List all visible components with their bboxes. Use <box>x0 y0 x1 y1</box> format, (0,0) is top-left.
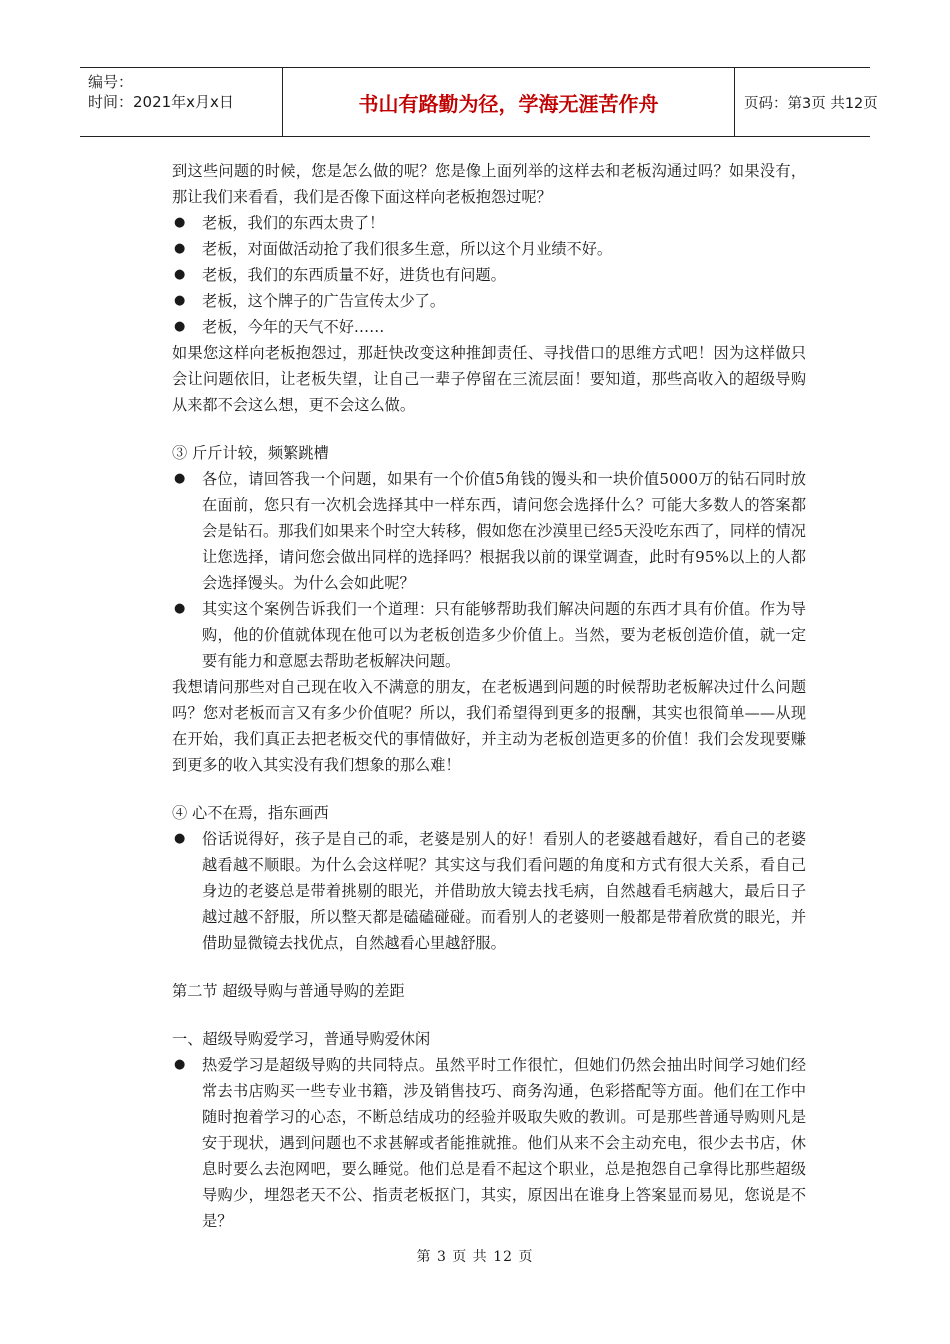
list-item: ● 老板，我们的东西质量不好，进货也有问题。 <box>172 262 806 288</box>
list-item: ● 热爱学习是超级导购的共同特点。虽然平时工作很忙，但她们仍然会抽出时间学习她们经常去书店购买一些专业书籍，涉及销售技巧、商务沟通，色彩搭配等方面。他们在工作中随时抱着学习的心态，不断总结成功的经验并吸取失败的教训。可是那些普通导购则凡是安于现状，遇到问题也不求甚解或者能推就推。他们从来不会主动充电，很少去书店，休息时要么去泡网吧，要么睡觉。他们总是看不起这个职业，总是抱怨自己拿得比那些超级导购少，埋怨老天不公、指责老板抠门，其实，原因出在谁身上答案显而易见，您说是不是？ <box>172 1052 806 1234</box>
subheading: 一、超级导购爱学习，普通导购爱休闲 <box>172 1030 431 1048</box>
bullet-icon: ● <box>174 601 186 616</box>
list-item: ● 老板，这个牌子的广告宣传太少了。 <box>172 288 806 314</box>
page-footer: 第 3 页 共 12 页 <box>416 1249 534 1265</box>
bullet-icon: ● <box>174 831 186 846</box>
bullet-icon: ● <box>174 1057 186 1072</box>
section-title: 第二节 超级导购与普通导购的差距 <box>172 982 405 1000</box>
list-item: ● 老板，我们的东西太贵了！ <box>172 210 806 236</box>
list-item: ● 老板，对面做活动抢了我们很多生意，所以这个月业绩不好。 <box>172 236 806 262</box>
document-date-label: 时间：2021年x月x日 <box>88 93 234 111</box>
bullet-icon: ● <box>174 215 186 230</box>
paragraph: 到这些问题的时候，您是怎么做的呢？您是像上面列举的这样去和老板沟通过吗？如果没有，那让我们来看看，我们是否像下面这样向老板抱怨过呢？ <box>172 162 806 206</box>
page-header <box>80 67 878 137</box>
paragraph: 如果您这样向老板抱怨过，那赶快改变这种推卸责任、寻找借口的思维方式吧！因为这样做只会让问题依旧，让老板失望，让自己一辈子停留在三流层面！要知道，那些高收入的超级导购从来都不会这么想，更不会这么做。 <box>172 344 806 414</box>
list-item: ● 俗话说得好，孩子是自己的乖，老婆是别人的好！看别人的老婆越看越好，看自己的老婆越看越不顺眼。为什么会这样呢？其实这与我们看问题的角度和方式有很大关系，看自己身边的老婆总是带着挑剔的眼光，并借助放大镜去找毛病，自然越看毛病越大，最后日子越过越不舒服，所以整天都是磕磕碰碰。而看别人的老婆则一般都是带着欣赏的眼光，并借助显微镜去找优点，自然越看心里越舒服。 <box>172 826 806 956</box>
bullet-icon: ● <box>174 267 186 282</box>
subheading: ③ 斤斤计较，频繁跳槽 <box>172 444 329 462</box>
header-page-number: 页码：第3页 共12页 <box>744 95 878 112</box>
bullet-icon: ● <box>174 293 186 308</box>
list-item: ● 其实这个案例告诉我们一个道理：只有能够帮助我们解决问题的东西才具有价值。作为导购，他的价值就体现在他可以为老板创造多少价值上。当然，要为老板创造价值，就一定要有能力和意愿去帮助老板解决问题。 <box>172 596 806 674</box>
header-motto: 书山有路勤为径，学海无涯苦作舟 <box>283 68 735 136</box>
paragraph: 我想请问那些对自己现在收入不满意的朋友，在老板遇到问题的时候帮助老板解决过什么问题吗？您对老板而言又有多少价值呢？所以，我们希望得到更多的报酬，其实也很简单——从现在开始，我们真正去把老板交代的事情做好，并主动为老板创造更多的价值！我们会发现要赚到更多的收入其实没有我们想象的那么难！ <box>172 678 806 774</box>
list-item: ● 各位，请回答我一个问题，如果有一个价值5角钱的馒头和一块价值5000万的钻石同时放在面前，您只有一次机会选择其中一样东西，请问您会选择什么？可能大多数人的答案都会是钻石。那我们如果来个时空大转移，假如您在沙漠里已经5天没吃东西了，同样的情况让您选择，请问您会做出同样的选择吗？根据我以前的课堂调查，此时有95%以上的人都会选择馒头。为什么会如此呢？ <box>172 466 806 596</box>
bullet-icon: ● <box>174 319 186 334</box>
subheading: ④ 心不在焉，指东画西 <box>172 804 329 822</box>
bullet-icon: ● <box>174 471 186 486</box>
header-info-cell <box>80 68 283 136</box>
document-number-label: 编号： <box>88 73 134 91</box>
list-item: ● 老板，今年的天气不好…… <box>172 314 806 340</box>
document-body <box>172 158 806 1234</box>
bullet-icon: ● <box>174 241 186 256</box>
